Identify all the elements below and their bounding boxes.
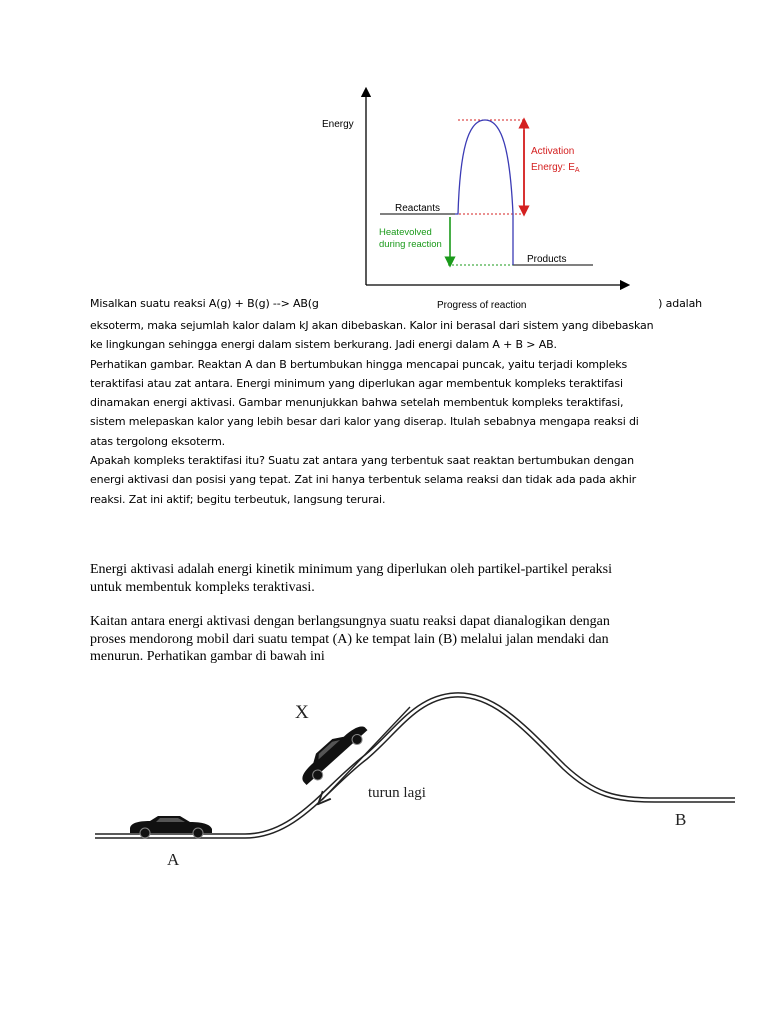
paragraph1-line: Perhatikan gambar. Reaktan A dan B bertumbukan hingga mencapai puncak, yaitu terjadi kompleks	[90, 357, 628, 371]
car-hill-diagram	[95, 685, 740, 875]
heat-label-line2: during reaction	[379, 239, 442, 250]
y-axis-label: Energy	[322, 119, 354, 130]
car-a-front-wheel	[193, 828, 203, 838]
energy-curve	[455, 120, 513, 265]
reactants-label: Reactants	[395, 203, 441, 214]
paragraph1-line: teraktifasi atau zat antara. Energi minimum yang diperlukan agar membentuk kompleks teraktifasi	[90, 376, 623, 390]
energy-profile-diagram	[300, 80, 640, 311]
paragraph3-line: Kaitan antara energi aktivasi dengan berlangsungnya suatu reaksi dapat dianalogikan dengan	[90, 614, 610, 629]
paragraph1-line: ke lingkungan sehingga energi dalam sistem berkurang. Jadi energi dalam A + B > AB.	[90, 338, 557, 352]
paragraph1-line: Apakah kompleks teraktifasi itu? Suatu zat antara yang terbentuk saat reaktan bertumbukan dengan	[90, 454, 634, 468]
paragraph1-first-line	[90, 297, 702, 317]
paragraph3-line: proses mendorong mobil dari suatu tempat (A) ke tempat lain (B) melalui jalan mendaki dan	[90, 631, 609, 647]
paragraph1-line: atas tergolong eksoterm.	[90, 434, 226, 448]
x-axis-label: Progress of reaction	[437, 300, 527, 311]
paragraph1-line: sistem melepaskan kalor yang lebih besar dari kalor yang diserap. Itulah sebabnya mengapa reaksi di	[90, 415, 639, 429]
activation-label-line2: Energy: $E_A$	[531, 162, 580, 174]
car-x	[295, 718, 371, 789]
paragraph2-line: Energi aktivasi adalah energi kinetik minimum yang diperlukan oleh partikel-partikel peraksi	[90, 562, 612, 577]
paragraph1-body	[90, 316, 680, 509]
paragraph1-line: eksoterm, maka sejumlah kalor dalam kJ akan dibebaskan. Kalor ini berasal dari sistem yang dibebaskan	[90, 319, 654, 332]
label-x: X	[295, 702, 309, 723]
paragraph1-line: reaksi. Zat ini aktif; begitu terbeutuk, langsung terurai.	[90, 492, 386, 506]
road-lower-line	[95, 697, 735, 838]
label-b: B	[675, 810, 687, 829]
car-a-rear-wheel	[140, 828, 150, 838]
activation-label-line1: Activation	[531, 146, 575, 157]
paragraph1-line1-left: Misalkan suatu reaksi A(g) + B(g) --> AB(g	[90, 297, 319, 310]
paragraph2	[90, 561, 680, 596]
products-label: Products	[527, 254, 567, 265]
paragraph2-line: untuk membentuk kompleks teraktivasi.	[90, 579, 315, 595]
paragraph1-line: energi aktivasi dan posisi yang tepat. Zat ini hanya terbentuk selama reaksi dan tidak ada pada akhir	[90, 473, 637, 487]
arrow-label: turun lagi	[368, 785, 426, 801]
label-a: A	[167, 850, 180, 869]
heat-label-line1: Heatevolved	[379, 227, 432, 238]
paragraph1-line: dinamakan energi aktivasi. Gambar menunjukkan bahwa setelah membentuk kompleks teraktifasi,	[90, 396, 624, 410]
paragraph3-line: menurun. Perhatikan gambar di bawah ini	[90, 649, 325, 664]
paragraph3	[90, 613, 680, 666]
paragraph1-line1-right: ) adalah	[658, 297, 702, 310]
